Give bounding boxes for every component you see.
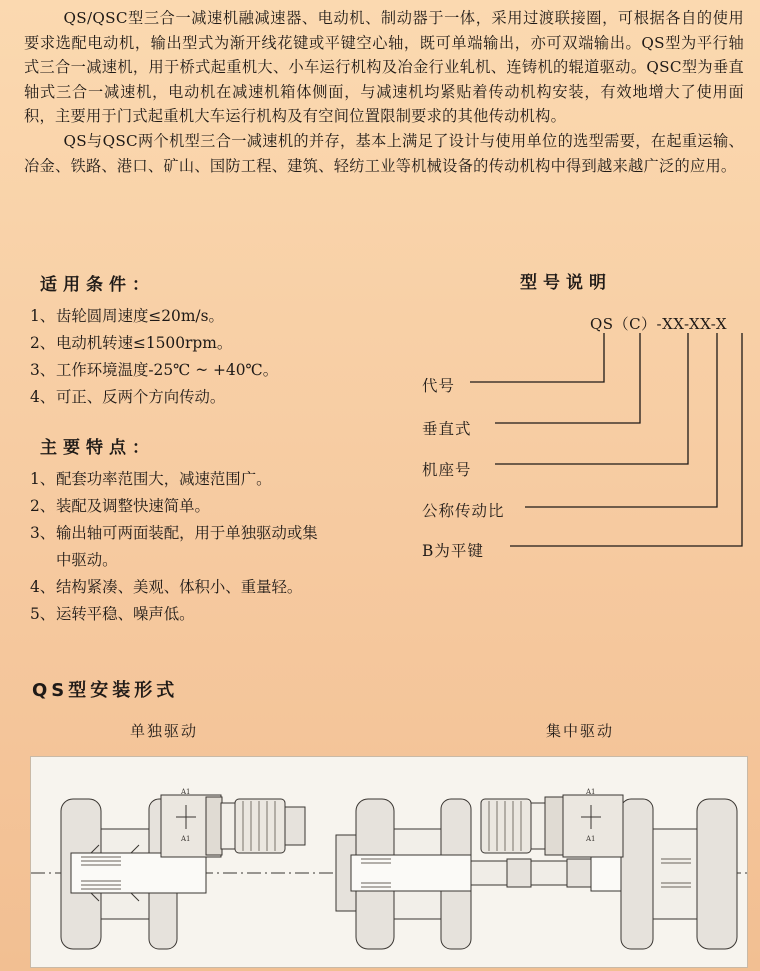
- leader-line: [510, 333, 742, 546]
- label-ratio: 公称传动比: [422, 502, 505, 520]
- leader-line: [470, 333, 604, 382]
- label-frame: 机座号: [422, 461, 472, 479]
- features-title: 主要特点：: [40, 438, 155, 458]
- label-vertical: 垂直式: [422, 420, 472, 438]
- installation-drawing: [31, 757, 747, 967]
- list-item: 1、齿轮圆周速度≤20m/s。: [30, 307, 224, 325]
- caption-central-drive: 集中驱动: [546, 722, 615, 740]
- leader-line: [495, 333, 688, 464]
- list-item: 2、装配及调整快速简单。: [30, 497, 210, 515]
- list-item: 3、输出轴可两面装配，用于单独驱动或集中驱动。: [30, 524, 318, 569]
- list-item: 5、运转平稳、噪声低。: [30, 605, 195, 623]
- model-code: QS（C）-XX-XX-X: [590, 315, 728, 333]
- list-item: 3、工作环境温度-25℃ ~ +40℃。: [30, 361, 279, 379]
- label-code: 代号: [422, 377, 456, 395]
- central-drive-drawing: [336, 788, 737, 949]
- svg-text:A1: A1: [181, 835, 191, 843]
- list-item: 4、结构紧凑、美观、体积小、重量轻。: [30, 578, 303, 596]
- conditions-title: 适用条件：: [40, 275, 155, 295]
- intro-paragraph-1: QS/QSC型三合一减速机融减速器、电动机、制动器于一体，采用过渡联接圈，可根据各自的使用要求选配电动机，输出型式为渐开线花键或平键空心轴，既可单端输出，亦可双端输出。QS型为平行轴式三合一减速机，用于桥式起重机大、小车运行机构及冶金行业轧机、连铸机的辊道驱动。QSC型为垂直轴式三合一减速机，电动机在减速机箱体侧面，与减速机均紧贴着传动机构安装，有效地增大了使用面积，主要用于门式起重机大车运行机构及有空间位置限制要求的其他传动机构。: [24, 9, 744, 126]
- install-title: QS型安装形式: [32, 680, 179, 701]
- list-item: 4、可正、反两个方向传动。: [30, 388, 226, 406]
- svg-text:A1: A1: [586, 788, 596, 796]
- installation-drawing-panel: [30, 756, 748, 968]
- list-item: 1、配套功率范围大，减速范围广。: [30, 470, 272, 488]
- model-title: 型号说明: [520, 273, 612, 293]
- list-item: 2、电动机转速≤1500rpm。: [30, 334, 233, 352]
- intro-paragraph-2: QS与QSC两个机型三合一减速机的并存，基本上满足了设计与使用单位的选型需要，在起重运输、冶金、铁路、港口、矿山、国防工程、建筑、轻纺工业等机械设备的传动机构中得到越来越广泛的应用。: [24, 131, 744, 175]
- svg-text:A1: A1: [181, 788, 191, 796]
- single-drive-drawing: [61, 788, 305, 949]
- leader-line: [495, 333, 640, 423]
- label-key: B为平键: [422, 542, 484, 560]
- svg-text:A1: A1: [586, 835, 596, 843]
- caption-single-drive: 单独驱动: [130, 722, 199, 740]
